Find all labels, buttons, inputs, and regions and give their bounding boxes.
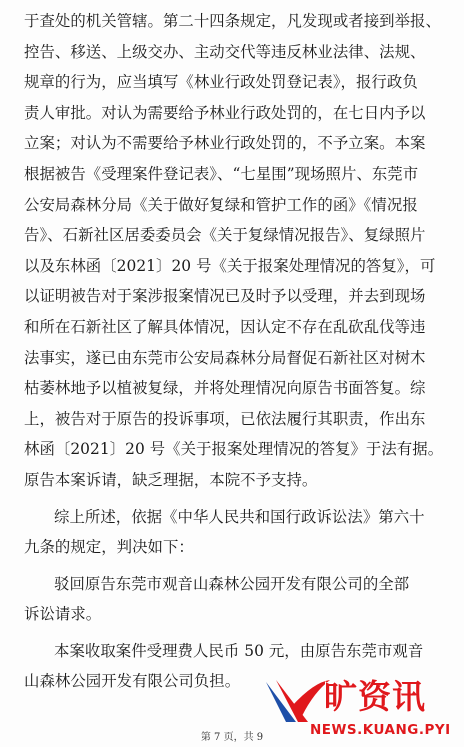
text-line: 以证明被告对于案涉报案情况已及时予以受理，并去到现场 (24, 287, 426, 306)
brand-name: 旷资讯 (324, 677, 426, 716)
text-line: 林函〔2021〕20 号《关于报案处理情况的答复》于法有据。 (24, 440, 444, 459)
text-line: 责人审批。对认为需要给予林业行政处罚的，在七日内予以 (24, 103, 426, 122)
brand-swoosh-icon (262, 676, 332, 728)
text-line: 原告本案诉请，缺乏理据，本院不予支持。 (24, 470, 318, 489)
text-line: 控告、移送、上级交办、主动交代等违反林业法律、法规、 (24, 42, 426, 61)
judgment-line: 驳回原告东莞市观音山森林公园开发有限公司的全部 (54, 574, 410, 593)
text-line: 告》、石新社区居委委员会《关于复绿情况报告》、复绿照片 (24, 226, 426, 245)
judgment-line: 诉讼请求。 (24, 605, 102, 624)
watermark-logo (262, 676, 464, 747)
fee-line: 本案收取案件受理费人民币 50 元，由原告东莞市观音 (54, 641, 424, 660)
conclusion-line: 九条的规定，判决如下： (24, 538, 194, 557)
page-number: 第 7 页，共 9 (200, 732, 264, 743)
text-line: 根据被告《受理案件登记表》、“七星围”现场照片、东莞市 (24, 164, 419, 183)
text-line: 规章的行为，应当填写《林业行政处罚登记表》，报行政负 (24, 73, 418, 92)
text-line: 法事实，遂已由东莞市公安局森林分局督促石新社区对树木 (24, 348, 426, 367)
text-line: 立案；对认为不需要给予林业行政处罚的，不予立案。本案 (24, 134, 426, 153)
fee-line: 山森林公园开发有限公司负担。 (24, 672, 241, 691)
text-line: 公安局森林分局《关于做好复绿和管护工作的函》《情况报 (24, 195, 418, 214)
text-line: 上，被告对于原告的投诉事项，已依法履行其职责，作出东 (24, 409, 426, 428)
text-line: 于查处的机关管辖。第二十四条规定，凡发现或者接到举报、 (24, 12, 441, 30)
text-line: 和所在石新社区了解具体情况，因认定不存在乱砍乱伐等违 (24, 317, 426, 336)
conclusion-line: 综上所述，依据《中华人民共和国行政诉讼法》第六十 (54, 507, 425, 526)
brand-url: NEWS.KUANG.PYI (310, 722, 451, 738)
text-line: 枯萎林地予以植被复绿，并将处理情况向原告书面答复。综 (24, 379, 426, 398)
document-body (24, 6, 444, 697)
text-line: 以及东林函〔2021〕20 号《关于报案处理情况的答复》，可 (24, 256, 436, 275)
